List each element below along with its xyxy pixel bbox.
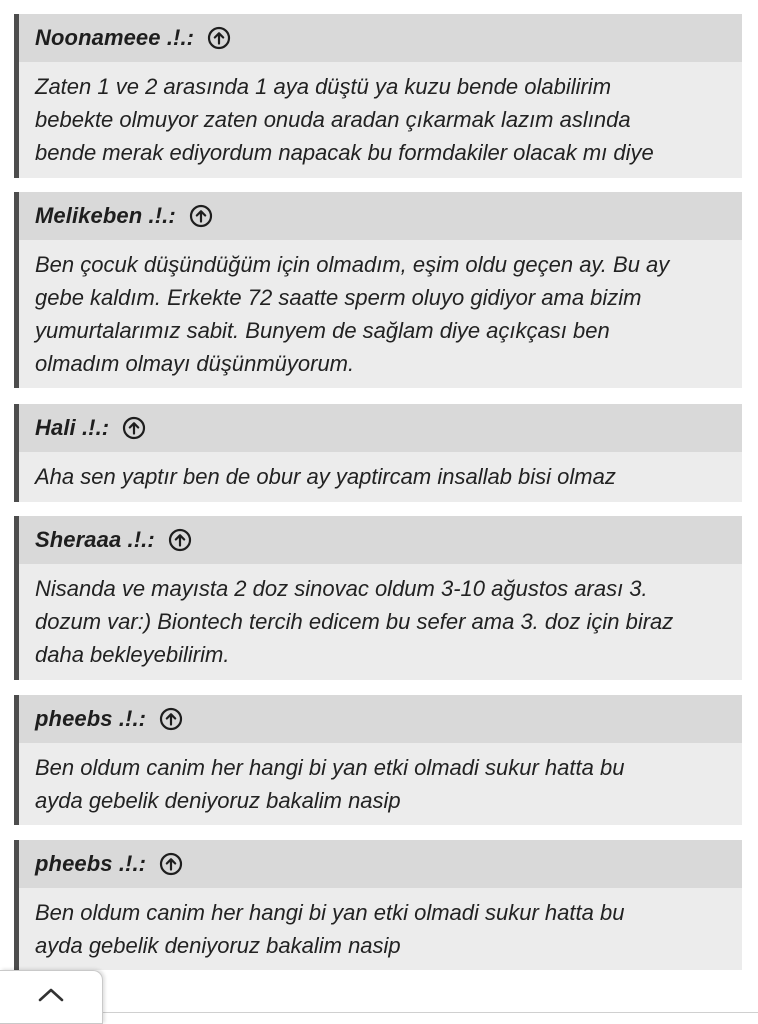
quote-author[interactable]: Hali .!.: bbox=[35, 415, 110, 440]
quote-header bbox=[19, 695, 742, 743]
quote-text: Zaten 1 ve 2 arasında 1 aya düştü ya kuzu bende olabilirim bebekte olmuyor zaten onuda aradan çıkarmak lazım aslında bende merak ediyordum napacak bu formdakiler olacak mı diye bbox=[35, 74, 654, 165]
quote-author[interactable]: pheebs .!.: bbox=[35, 706, 147, 731]
quote-header bbox=[19, 192, 742, 240]
quote-text: Ben oldum canim her hangi bi yan etki olmadi sukur hatta bu ayda gebelik deniyoruz bakalim nasip bbox=[35, 900, 625, 958]
quote-header bbox=[19, 14, 742, 62]
arrow-up-circle-icon[interactable] bbox=[158, 706, 184, 732]
chevron-up-icon bbox=[36, 986, 66, 1009]
quote-block bbox=[14, 840, 742, 970]
quote-author[interactable]: pheebs .!.: bbox=[35, 851, 147, 876]
quote-author[interactable]: Melikeben .!.: bbox=[35, 203, 176, 228]
scroll-to-top-button[interactable] bbox=[0, 970, 103, 1024]
quote-text: Aha sen yaptır ben de obur ay yaptircam insallab bisi olmaz bbox=[35, 464, 616, 489]
quote-header bbox=[19, 516, 742, 564]
quote-block bbox=[14, 14, 742, 178]
quote-text: Ben oldum canim her hangi bi yan etki olmadi sukur hatta bu ayda gebelik deniyoruz bakalim nasip bbox=[35, 755, 625, 813]
arrow-up-circle-icon[interactable] bbox=[206, 25, 232, 51]
quote-header bbox=[19, 404, 742, 452]
arrow-up-circle-icon[interactable] bbox=[121, 415, 147, 441]
quote-header bbox=[19, 840, 742, 888]
quote-block bbox=[14, 695, 742, 825]
arrow-up-circle-icon[interactable] bbox=[158, 851, 184, 877]
arrow-up-circle-icon[interactable] bbox=[167, 527, 193, 553]
quote-text: Nisanda ve mayısta 2 doz sinovac oldum 3-10 ağustos arası 3. dozum var:) Biontech tercih edicem bu sefer ama 3. doz için biraz daha bekleyebilirim. bbox=[35, 576, 674, 667]
quote-block bbox=[14, 192, 742, 388]
divider bbox=[103, 1012, 758, 1013]
bottom-bar bbox=[0, 970, 758, 1024]
quote-author[interactable]: Sheraaa .!.: bbox=[35, 527, 155, 552]
quote-text: Ben çocuk düşündüğüm için olmadım, eşim oldu geçen ay. Bu ay gebe kaldım. Erkekte 72 saatte sperm oluyo gidiyor ama bizim yumurtalarımız sabit. Bunyem de sağlam diye açıkçası ben olmadım olmayı düşünmüyorum. bbox=[35, 252, 670, 376]
quote-block bbox=[14, 516, 742, 680]
quote-block bbox=[14, 404, 742, 502]
quote-author[interactable]: Noonameee .!.: bbox=[35, 25, 195, 50]
arrow-up-circle-icon[interactable] bbox=[188, 203, 214, 229]
